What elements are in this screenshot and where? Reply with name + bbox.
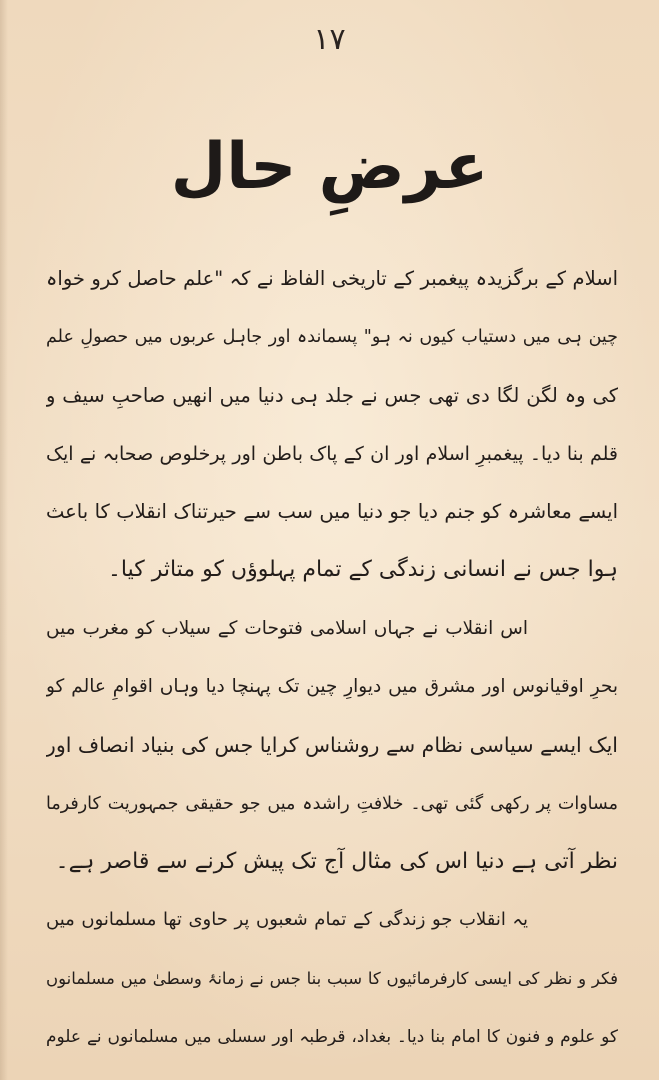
text-line: اسلام کے برگزیدہ پیغمبر کے تاریخی الفاظ نے کہ "علم حاصل کرو خواہ	[46, 267, 618, 290]
text-line: قلم بنا دیا۔ پیغمبرِ اسلام اور ان کے پاک باطن اور پرخلوص صحابہ نے ایک	[46, 442, 618, 465]
text-line: بحرِ اوقیانوس اور مشرق میں دیوارِ چین تک پہنچا دیا وہاں اقوامِ عالم کو	[46, 676, 618, 698]
text-line: کی وہ لگن لگا دی تھی جس نے جلد ہی دنیا میں انھیں صاحبِ سیف و	[46, 383, 618, 407]
page-heading: عرضِ حال	[170, 130, 489, 204]
text-line: فکر و نظر کی ایسی کارفرمائیوں کا سبب بنا جس نے زمانۂ وسطیٰ میں مسلمانوں	[46, 968, 618, 988]
text-line: ایک ایسے سیاسی نظام سے روشناس کرایا جس کی بنیاد انصاف اور	[46, 733, 618, 758]
text-line: ایسے معاشرہ کو جنم دیا جو دنیا میں سب سے حیرتناک انقلاب کا باعث	[46, 500, 618, 524]
text-line: ہوا جس نے انسانی زندگی کے تمام پہلوؤں کو متاثر کیا۔	[108, 557, 618, 583]
body-text	[46, 250, 618, 1066]
text-line: یہ انقلاب جو زندگی کے تمام شعبوں پر حاوی تھا مسلمانوں میں	[46, 909, 528, 931]
text-line: مساوات پر رکھی گئی تھی۔ خلافتِ راشدہ میں جو حقیقی جمہوریت کارفرما	[46, 793, 618, 814]
text-line: اس انقلاب نے جہاں اسلامی فتوحات کے سیلاب کو مغرب میں	[46, 617, 528, 639]
text-line: کو علوم و فنون کا امام بنا دیا۔ بغداد، قرطبہ اور سسلی میں مسلمانوں نے علوم	[46, 1026, 618, 1047]
page-number: ۱۷	[313, 22, 346, 57]
text-line: نظر آتی ہے دنیا اس کی مثال آج تک پیش کرنے سے قاصر ہے۔	[55, 848, 618, 874]
text-line: چین ہی میں دستیاب کیوں نہ ہو" پسماندہ اور جاہل عربوں میں حصولِ علم	[46, 327, 618, 348]
